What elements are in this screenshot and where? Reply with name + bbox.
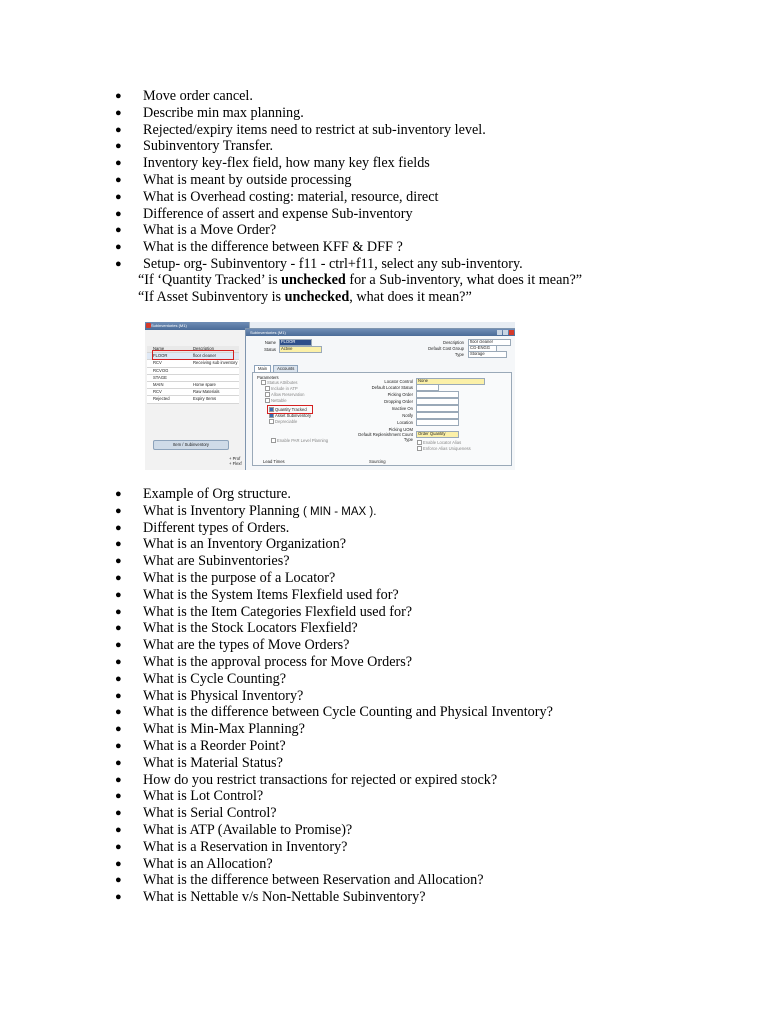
bullet-icon: ● [115, 555, 122, 568]
bullet-icon: ● [115, 639, 122, 652]
list-item: ● What is the Stock Locators Flexfield? [115, 620, 358, 637]
count-type-field[interactable]: Order Quantity [416, 431, 459, 438]
nettable-check[interactable]: Nettable [265, 398, 287, 403]
bullet-icon: ● [115, 224, 122, 237]
list-item: ● What is Physical Inventory? [115, 687, 304, 704]
window-controls [497, 330, 514, 335]
enable-locator-alias-check[interactable]: Enable Locator Alias [417, 440, 461, 445]
bullet-icon: ● [115, 190, 122, 203]
notify-label: Notify [402, 413, 413, 418]
bullet-icon: ● [115, 891, 122, 904]
list-item: ● What is Overhead costing: material, resource, direct [115, 188, 439, 205]
maximize-icon[interactable] [503, 330, 508, 335]
bullet-icon: ● [115, 90, 122, 102]
picking-order-field[interactable] [416, 391, 459, 398]
bullet-icon: ● [115, 857, 122, 870]
list-item: ● Move order cancel. [115, 88, 253, 104]
table-row[interactable]: RCVOG [147, 368, 239, 375]
list-item: ● Difference of assert and expense Sub-inventory [115, 205, 413, 222]
status-attributes-check[interactable]: Status Attributes [261, 380, 298, 385]
dropping-order-label: Dropping Order [384, 399, 413, 404]
close-icon [146, 323, 151, 328]
bullet-icon: ● [115, 723, 122, 736]
list-item: ● What is a Move Order? [115, 222, 277, 239]
notify-field[interactable] [416, 412, 459, 419]
subinventory-detail-window [245, 328, 515, 470]
depreciable-check[interactable]: Depreciable [269, 419, 297, 424]
list-item: ● Example of Org structure. [115, 486, 291, 502]
allow-reservation-check[interactable]: Allow Reservation [265, 392, 305, 397]
list-item: ● What is Serial Control? [115, 805, 277, 822]
name-field[interactable]: FLOOR [279, 339, 312, 346]
status-field[interactable]: Active [279, 346, 322, 353]
inactive-on-label: Inactive On [391, 406, 413, 411]
bullet-icon: ● [115, 773, 122, 786]
minimize-icon[interactable] [497, 330, 502, 335]
lead-times-label: Lead Times [263, 459, 285, 464]
count-type-label: Default Replenishment Count Type [358, 432, 413, 442]
bullet-icon: ● [115, 571, 122, 584]
bullet-icon: ● [115, 207, 122, 220]
bullet-icon: ● [115, 840, 122, 853]
list-item: ● What is Min-Max Planning? [115, 721, 305, 738]
bullet-icon: ● [115, 706, 122, 719]
list-item: ● What is Cycle Counting? [115, 670, 287, 687]
list-item: ● What is a Reservation in Inventory? [115, 838, 348, 855]
location-field[interactable] [416, 419, 459, 426]
table-row[interactable]: Rejected Expiry Items [147, 396, 239, 403]
asset-subinventory-check[interactable]: Asset Subinventory [269, 413, 311, 418]
bullet-icon: ● [115, 672, 122, 685]
list-item: ● What is the purpose of a Locator? [115, 569, 336, 586]
bullet-icon: ● [115, 123, 122, 136]
bullet-icon: ● [115, 588, 122, 601]
list-item: ● Rejected/expiry items need to restrict at sub-inventory level. [115, 121, 486, 138]
list-item: ● What is the difference between Cycle Counting and Physical Inventory? [115, 704, 553, 721]
picking-uom-label: Picking UOM [388, 427, 413, 432]
bullet-icon: ● [115, 655, 122, 668]
par-level-check[interactable]: Enable PAR Level Planning [271, 438, 328, 443]
bullet-icon: ● [115, 538, 122, 551]
subinventory-list-window [145, 322, 250, 470]
asset-subinventory-question: “If Asset Subinventory is unchecked, what does it mean?” [138, 289, 472, 305]
question-list-1 [115, 88, 523, 273]
bullet-icon: ● [115, 157, 122, 170]
bullet-icon: ● [115, 140, 122, 153]
bullet-icon: ● [115, 521, 122, 534]
type-label: Type [454, 352, 464, 357]
locator-control-label: Locator Control [384, 379, 413, 384]
list-item: ● Subinventory Transfer. [115, 138, 274, 155]
list-item: ● How do you restrict transactions for rejected or expired stock? [115, 771, 498, 788]
list-item: ● What is Nettable v/s Non-Nettable Subinventory? [115, 889, 426, 906]
table-row[interactable]: FLOOR floor cleaner [147, 353, 239, 360]
bullet-icon: ● [115, 739, 122, 752]
highlight-box [267, 405, 313, 414]
list-item: ● What is a Reorder Point? [115, 737, 286, 754]
sourcing-label: Sourcing [369, 459, 386, 464]
list-item: ● What are Subinventories? [115, 553, 290, 570]
list-item: ● What is the approval process for Move Orders? [115, 653, 413, 670]
table-row[interactable]: RCV Receiving sub inventory [147, 360, 239, 367]
cost-group-label: Default Cost Group [428, 346, 464, 351]
highlight-box [152, 350, 234, 360]
list-item: ● What is Material Status? [115, 754, 283, 771]
item-subinventory-button[interactable]: Item / Subinventory [153, 440, 229, 450]
subinventories-screenshot [145, 322, 515, 470]
bullet-icon: ● [115, 488, 122, 500]
bullet-icon: ● [115, 823, 122, 836]
list-item: ● Describe min max planning. [115, 104, 304, 121]
quantity-tracked-question: “If ‘Quantity Tracked’ is unchecked for a Sub-inventory, what does it mean?” [138, 272, 583, 288]
bullet-icon: ● [115, 689, 122, 702]
quantity-tracked-check[interactable]: Quantity Tracked [269, 407, 307, 412]
bullet-icon: ● [115, 790, 122, 803]
inactive-on-field[interactable] [416, 405, 459, 412]
tab-accounts[interactable]: Accounts [273, 365, 298, 373]
list-item: ● What is the difference between Reservation and Allocation? [115, 872, 484, 889]
main-tab-panel [252, 372, 512, 466]
bullet-icon: ● [115, 605, 122, 618]
tab-main[interactable]: Main [254, 365, 271, 373]
include-atp-check[interactable]: Include in ATP [265, 386, 298, 391]
list-item: ● Different types of Orders. [115, 519, 290, 536]
list-item: ● What is meant by outside processing [115, 171, 352, 188]
grid-header: Name Description [147, 346, 239, 353]
close-icon[interactable] [509, 330, 514, 335]
enforce-alias-check[interactable]: Enforce Alias Uniqueness [417, 446, 471, 451]
bullet-icon: ● [115, 241, 122, 254]
locator-control-select[interactable]: None [416, 378, 485, 385]
table-row[interactable]: MAIN Home spare [147, 382, 239, 389]
parameters-label: Parameters [257, 375, 279, 380]
bullet-icon: ● [115, 874, 122, 887]
bullet-icon: ● [115, 622, 122, 635]
bullet-icon: ● [115, 173, 122, 186]
list-item: ● What is Lot Control? [115, 788, 264, 805]
list-item: ● What is the difference between KFF & DFF ? [115, 239, 403, 256]
bullet-icon: ● [115, 106, 122, 119]
cost-group-field[interactable]: CG-ENGG [468, 345, 497, 352]
picking-order-label: Picking Order [387, 392, 413, 397]
list-item: ● Inventory key-flex field, how many key flex fields [115, 155, 430, 172]
list-item: ● What are the types of Move Orders? [115, 637, 350, 654]
side-tree: + Prof + Flexf [229, 456, 242, 466]
window-title: Subinventories (M1) [145, 322, 249, 330]
default-locator-status-field[interactable] [416, 384, 439, 391]
window-title: Subinventories (M1) [246, 329, 515, 336]
dropping-order-field[interactable] [416, 398, 459, 405]
description-field[interactable]: floor cleaner [468, 339, 511, 346]
table-row[interactable]: STAGE [147, 375, 239, 382]
bullet-icon: ● [115, 257, 122, 270]
bullet-icon: ● [115, 807, 122, 820]
location-label: Location [397, 420, 413, 425]
bullet-icon: ● [115, 504, 122, 517]
description-label: Description [443, 340, 464, 345]
list-item: ● What is an Allocation? [115, 855, 273, 872]
list-item: ● What is Inventory Planning ( MIN - MAX ). [115, 502, 377, 519]
list-item: ● Setup- org- Subinventory - f11 - ctrl+f11, select any sub-inventory. [115, 255, 523, 272]
type-select[interactable]: Storage [468, 351, 507, 358]
name-label: Name [264, 340, 276, 345]
table-row[interactable]: RCV Raw Materials [147, 389, 239, 396]
list-item: ● What is the Item Categories Flexfield used for? [115, 603, 413, 620]
question-list-2 [115, 486, 553, 906]
list-item: ● What is the System Items Flexfield used for? [115, 586, 399, 603]
status-label: Status [264, 347, 276, 352]
bullet-icon: ● [115, 756, 122, 769]
list-item: ● What is ATP (Available to Promise)? [115, 821, 353, 838]
default-locator-status-label: Default Locator Status [371, 385, 413, 390]
list-item: ● What is an Inventory Organization? [115, 536, 347, 553]
